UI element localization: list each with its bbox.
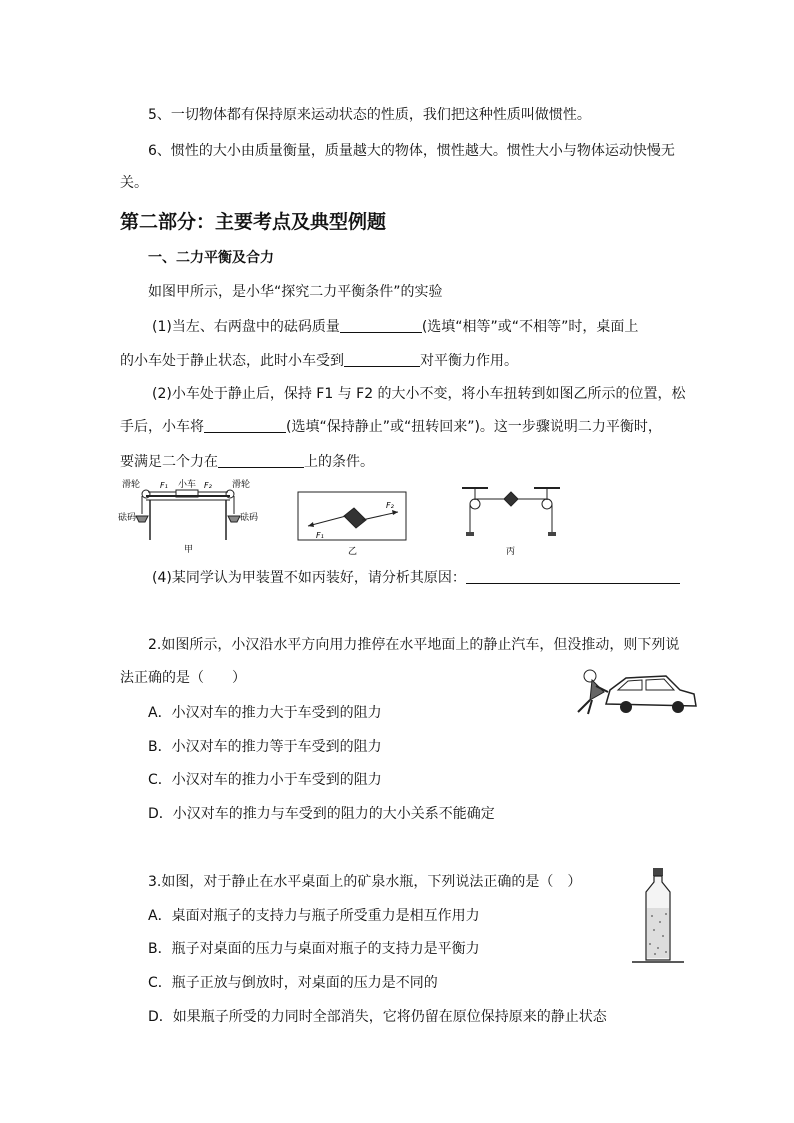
q1-sub2-line3 [120,451,374,471]
label-weight-left: 砝码 [118,513,137,523]
bing-card [504,492,518,506]
q1-s2c: (选填“保持静止”或“扭转回来”)。这一步骤说明二力平衡时， [286,419,662,435]
figure-push-car [570,664,702,720]
figure-yi [294,484,416,558]
answer-blank-4[interactable] [218,453,304,468]
label-yi-f1: F₁ [316,531,324,540]
answer-blank-1[interactable] [340,318,422,333]
bing-pulley-left-icon [470,499,480,509]
answer-blank-5[interactable] [466,569,680,584]
section-subtitle: 一、二力平衡及合力 [148,250,274,266]
label-yi: 乙 [348,547,358,557]
yi-force-f2 [362,512,398,520]
label-jia: 甲 [184,545,194,554]
yi-cart-rotated [344,508,366,528]
item-5: 5、一切物体都有保持原来运动状态的性质，我们把这种性质叫做惯性。 [148,107,591,123]
bing-pulley-right-icon [542,499,552,509]
q1-s1a: (1)当左、右两盘中的砝码质量 [152,319,340,335]
q1-s1d: 对平衡力作用。 [420,353,518,369]
q1-s4: (4)某同学认为甲装置不如丙装好，请分析其原因： [152,570,466,586]
pan-left-icon [136,516,148,522]
label-bing: 丙 [506,547,516,557]
q2-option-c: C．小汉对车的推力小于车受到的阻力 [148,772,382,788]
figure-bottle [628,866,688,970]
q1-sub4 [152,567,680,587]
label-pulley-right: 滑轮 [232,480,251,490]
q1-s1c: 的小车处于静止状态，此时小车受到 [120,353,344,369]
q2-option-d: D．小汉对车的推力与车受到的阻力的大小关系不能确定 [148,806,495,822]
q2-option-a: A．小汉对车的推力大于车受到的阻力 [148,705,382,721]
car-body [606,676,696,706]
label-yi-f2: F₂ [386,501,394,510]
label-cart: 小车 [178,480,197,490]
label-jia-f1: F₁ [160,481,168,490]
label-weight-right: 砝码 [240,513,258,523]
item-6-line1: 6、惯性的大小由质量衡量，质量越大的物体，惯性越大。惯性大小与物体运动快慢无 [148,143,675,159]
q2-stem-line1: 2.如图所示，小汉沿水平方向用力推停在水平地面上的静止汽车，但没推动，则下列说 [148,637,680,653]
q1-sub1-line1 [152,316,638,336]
label-jia-f2: F₂ [204,481,212,490]
bottle-cap [653,868,663,876]
yi-arrow-f2-icon [392,510,398,515]
yi-force-f1 [308,516,346,526]
car-wheel-rear-icon [672,701,684,713]
q3-option-d: D．如果瓶子所受的力同时全部消失，它将仍留在原位保持原来的静止状态 [148,1009,607,1025]
figure-bing [456,480,566,560]
q2-option-b: B．小汉对车的推力等于车受到的阻力 [148,739,382,755]
figure-jia [118,476,258,554]
answer-blank-3[interactable] [204,418,286,433]
bottle-water [647,908,669,958]
q3-stem: 3.如图，对于静止在水平桌面上的矿泉水瓶，下列说法正确的是（ ） [148,874,582,890]
item-6-line2: 关。 [120,175,148,191]
q1-sub2-line1: (2)小车处于静止后，保持 F1 与 F2 的大小不变，将小车扭转到如图乙所示的位置，松 [152,386,686,402]
q1-intro: 如图甲所示，是小华“探究二力平衡条件”的实验 [148,284,443,300]
q1-s2d: 要满足二个力在 [120,454,218,470]
pan-right-icon [228,516,240,522]
q3-option-a: A．桌面对瓶子的支持力与瓶子所受重力是相互作用力 [148,908,480,924]
q1-s2e: 上的条件。 [304,454,374,470]
label-pulley-left: 滑轮 [122,480,141,490]
answer-blank-2[interactable] [344,352,420,367]
bing-weight-right-icon [548,532,556,536]
q1-sub1-line2 [120,350,518,370]
boy-head [584,670,596,682]
bing-weight-left-icon [466,532,474,536]
car-wheel-front-icon [620,701,632,713]
q3-option-c: C．瓶子正放与倒放时，对桌面的压力是不同的 [148,975,438,991]
q2-stem-line2: 法正确的是（ ） [120,670,246,686]
q1-sub2-line2 [120,416,662,436]
q1-s1b: (选填“相等”或“不相等”时，桌面上 [421,319,639,335]
section-title: 第二部分：主要考点及典型例题 [120,211,387,233]
q3-option-b: B．瓶子对桌面的压力与桌面对瓶子的支持力是平衡力 [148,941,480,957]
q1-s2b: 手后，小车将 [120,419,204,435]
